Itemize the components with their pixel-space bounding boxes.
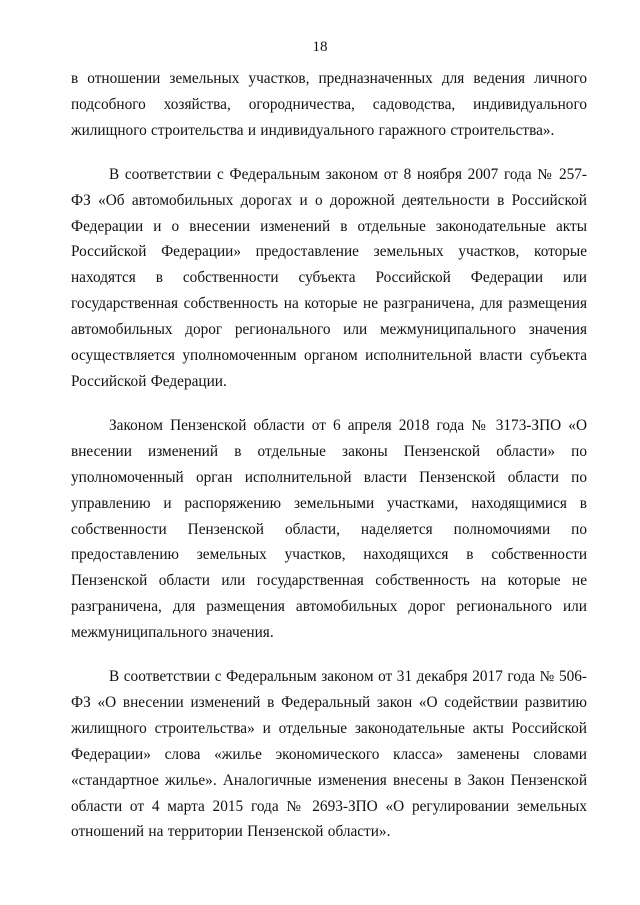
paragraph-continuation: в отношении земельных участков, предназначенных для ведения личного подсобного хозяйства, огородничества, садоводства, индивидуального жилищного строительства и индивидуального гаражного строительства». bbox=[71, 70, 587, 139]
paragraph-penza-law-3173: Законом Пензенской области от 6 апреля 2018 года № 3173-ЗПО «О внесении изменений в отдельные законы Пензенской области» по уполномоченный орган исполнительной власти Пензенской области по управлению и распоряжению земельными участками, находящимися в собственности Пензенской области, наделяется полномочиями по предоставлению земельных участков, находящихся в собственности Пензенской области или государственная собственность на которые не разграничена, для размещения автомобильных дорог регионального или межмуниципального значения. bbox=[71, 416, 587, 642]
document-body bbox=[71, 66, 587, 845]
paragraph-federal-law-506: В соответствии с Федеральным законом от 31 декабря 2017 года № 506-ФЗ «О внесении изменений в Федеральный закон «О содействии развитию жилищного строительства» и отдельные законодательные акты Российской Федерации» слова «жилье экономического класса» заменены словами «стандартное жилье». Аналогичные изменения внесены в Закон Пензенской области от 4 марта 2015 года № 2693-ЗПО «О регулировании земельных отношений на территории Пензенской области». bbox=[71, 668, 587, 841]
page-number: 18 bbox=[312, 39, 328, 55]
paragraph-federal-law-257: В соответствии с Федеральным законом от 8 ноября 2007 года № 257-ФЗ «Об автомобильных дорогах и о дорожной деятельности в Российской Федерации и о внесении изменений в отдельные законодательные акты Российской Федерации» предоставление земельных участков, которые находятся в собственности субъекта Российской Федерации или государственная собственность на которые не разграничена, для размещения автомобильных дорог регионального или межмуниципального значения осуществляется уполномоченным органом исполнительной власти субъекта Российской Федерации. bbox=[71, 165, 587, 390]
